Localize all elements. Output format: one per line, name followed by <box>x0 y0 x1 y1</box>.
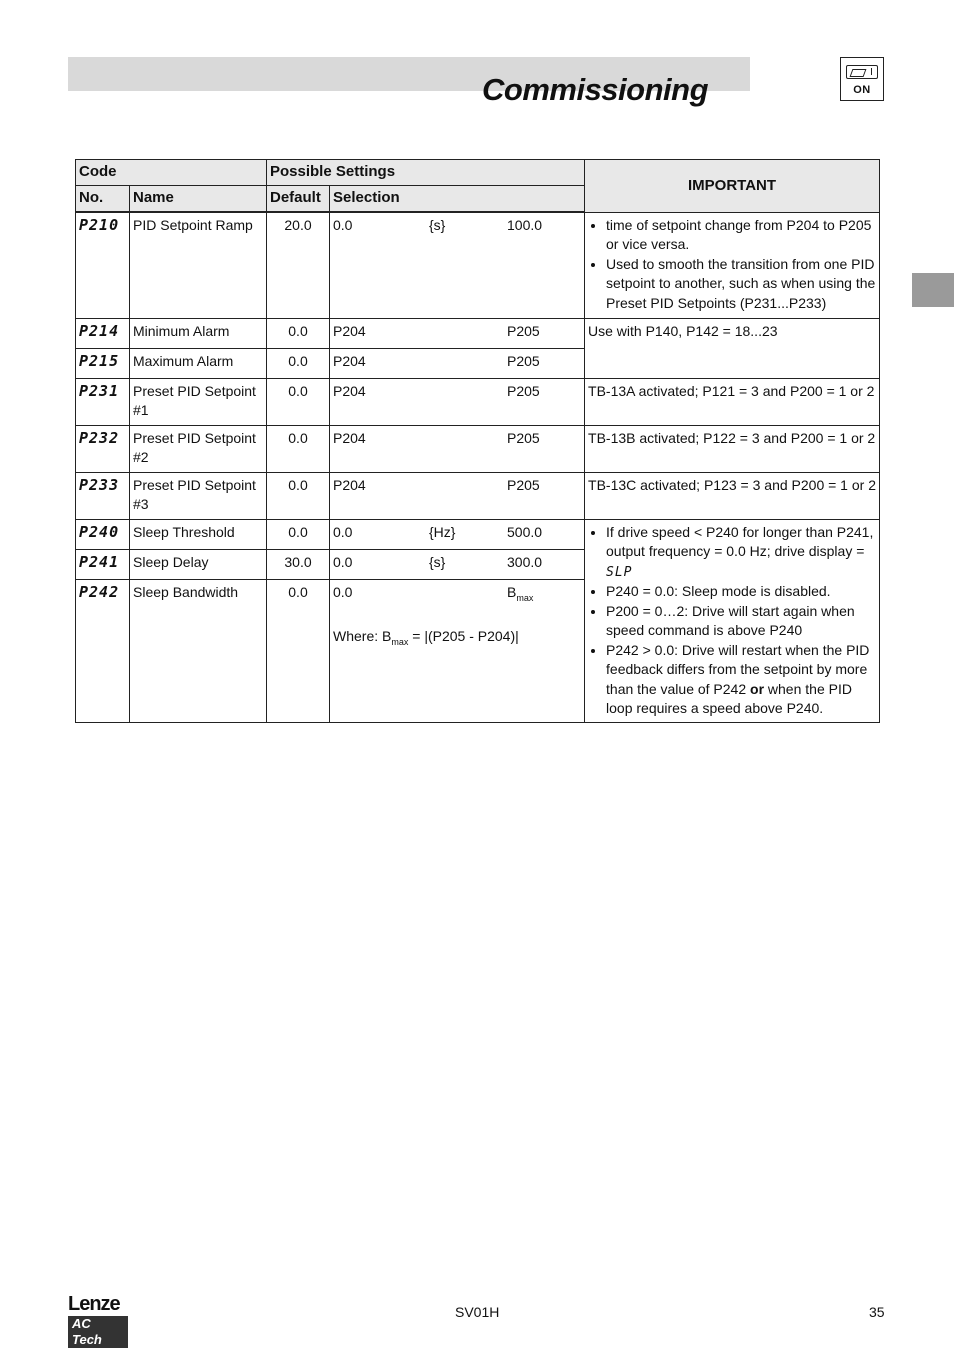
selection-max-sub: max <box>516 592 534 603</box>
col-header-default: Default <box>267 186 330 213</box>
param-code: P231 <box>76 378 130 425</box>
important-note <box>585 519 880 722</box>
selection-min: 0.0 <box>333 553 353 570</box>
sub-brand-name: AC Tech <box>68 1316 128 1348</box>
param-default: 0.0 <box>267 425 330 472</box>
selection-min: P204 <box>333 382 366 399</box>
param-name: PID Setpoint Ramp <box>130 212 267 318</box>
param-code: P240 <box>76 519 130 549</box>
selection-min: P204 <box>333 429 366 446</box>
note-emphasis: or <box>750 680 765 697</box>
param-name: Sleep Bandwidth <box>130 579 267 722</box>
table-row <box>76 472 880 519</box>
param-selection <box>330 579 585 722</box>
table-row <box>76 378 880 425</box>
chapter-tab-marker <box>912 273 954 307</box>
param-name: Preset PID Setpoint #1 <box>130 378 267 425</box>
col-header-possible-settings: Possible Settings <box>267 160 585 186</box>
param-name: Sleep Delay <box>130 549 267 579</box>
col-header-selection: Selection <box>330 186 585 213</box>
table-row <box>76 212 880 318</box>
param-selection <box>330 425 585 472</box>
param-code: P241 <box>76 549 130 579</box>
param-default: 0.0 <box>267 318 330 348</box>
table-row <box>76 425 880 472</box>
col-header-no: No. <box>76 186 130 213</box>
brand-logo <box>68 1294 128 1348</box>
param-selection <box>330 519 585 549</box>
param-default: 0.0 <box>267 579 330 722</box>
selection-max: P205 <box>507 322 540 339</box>
param-selection <box>330 212 585 318</box>
on-label: ON <box>853 84 871 96</box>
selection-min: 0.0 <box>333 217 353 233</box>
param-default: 0.0 <box>267 472 330 519</box>
formula-suffix: = |(P205 - P204)| <box>408 628 519 645</box>
col-header-code: Code <box>76 160 267 186</box>
col-header-important: IMPORTANT <box>585 160 880 213</box>
param-code: P232 <box>76 425 130 472</box>
selection-min: P204 <box>333 322 366 339</box>
param-default: 0.0 <box>267 378 330 425</box>
selection-max: 100.0 <box>507 217 543 233</box>
table-row <box>76 519 880 549</box>
note-bullet <box>606 523 876 583</box>
formula-prefix: Where: B <box>333 628 392 645</box>
param-code: P214 <box>76 318 130 348</box>
selection-max: P205 <box>507 476 540 493</box>
selection-unit: {Hz} <box>429 523 456 540</box>
param-name: Preset PID Setpoint #3 <box>130 472 267 519</box>
note-bullet: • P200 = 0…2: Drive will start again when speed command is above P240 <box>606 602 876 641</box>
note-text: If drive speed < P240 for longer than P241, output frequency = 0.0 Hz; drive display = <box>606 523 874 559</box>
page-title: Commissioning <box>482 72 709 107</box>
param-name: Maximum Alarm <box>130 348 267 378</box>
selection-max: P205 <box>507 429 540 446</box>
selection-unit: {s} <box>429 217 446 233</box>
selection-max: P205 <box>507 352 540 369</box>
important-note: TB-13C activated; P123 = 3 and P200 = 1 or 2 <box>585 472 880 519</box>
selection-min: 0.0 <box>333 583 353 600</box>
col-header-name: Name <box>130 186 267 213</box>
param-name: Preset PID Setpoint #2 <box>130 425 267 472</box>
note-bullet <box>606 641 876 719</box>
param-code: P215 <box>76 348 130 378</box>
param-code: P210 <box>76 212 130 318</box>
note-bullet: • Used to smooth the transition from one PID setpoint to another, such as when using the Preset PID Setpoints (P231...P233) <box>606 255 876 314</box>
selection-max-base: B <box>507 583 517 600</box>
param-code: P242 <box>76 579 130 722</box>
page-number: 35 <box>869 1304 885 1320</box>
note-bullet: • time of setpoint change from P204 to P205 or vice versa. <box>606 216 876 255</box>
drive-display-value: SLP <box>606 564 633 580</box>
param-selection <box>330 378 585 425</box>
parameter-table <box>75 159 880 723</box>
param-selection <box>330 318 585 348</box>
switch-glyph <box>846 65 878 79</box>
selection-unit: {s} <box>429 553 446 570</box>
bandwidth-formula <box>333 627 581 652</box>
note-bullet: • P240 = 0.0: Sleep mode is disabled. <box>606 582 876 602</box>
param-default: 30.0 <box>267 549 330 579</box>
document-code: SV01H <box>455 1304 500 1320</box>
selection-max: P205 <box>507 382 540 399</box>
note-text: when the PID loop requires a speed above P240. <box>606 680 852 716</box>
selection-max: 300.0 <box>507 553 543 570</box>
power-on-switch-icon <box>840 57 884 101</box>
formula-sub: max <box>391 636 409 647</box>
brand-name: Lenze <box>68 1293 120 1315</box>
important-note <box>585 212 880 318</box>
selection-max: 500.0 <box>507 523 543 540</box>
selection-min: P204 <box>333 352 366 369</box>
param-selection <box>330 348 585 378</box>
note-text: P242 > 0.0: Drive will restart when the PID feedback differs from the setpoint by more than the value of P242 <box>606 641 870 697</box>
important-note: TB-13A activated; P121 = 3 and P200 = 1 or 2 <box>585 378 880 425</box>
param-name: Minimum Alarm <box>130 318 267 348</box>
important-note: Use with P140, P142 = 18...23 <box>585 318 880 378</box>
param-name: Sleep Threshold <box>130 519 267 549</box>
selection-min: P204 <box>333 476 366 493</box>
param-default: 0.0 <box>267 348 330 378</box>
important-note: TB-13B activated; P122 = 3 and P200 = 1 or 2 <box>585 425 880 472</box>
param-selection <box>330 549 585 579</box>
selection-min: 0.0 <box>333 523 353 540</box>
param-code: P233 <box>76 472 130 519</box>
selection-max <box>507 583 533 608</box>
param-selection <box>330 472 585 519</box>
param-default: 0.0 <box>267 519 330 549</box>
table-row <box>76 318 880 348</box>
param-default: 20.0 <box>267 212 330 318</box>
